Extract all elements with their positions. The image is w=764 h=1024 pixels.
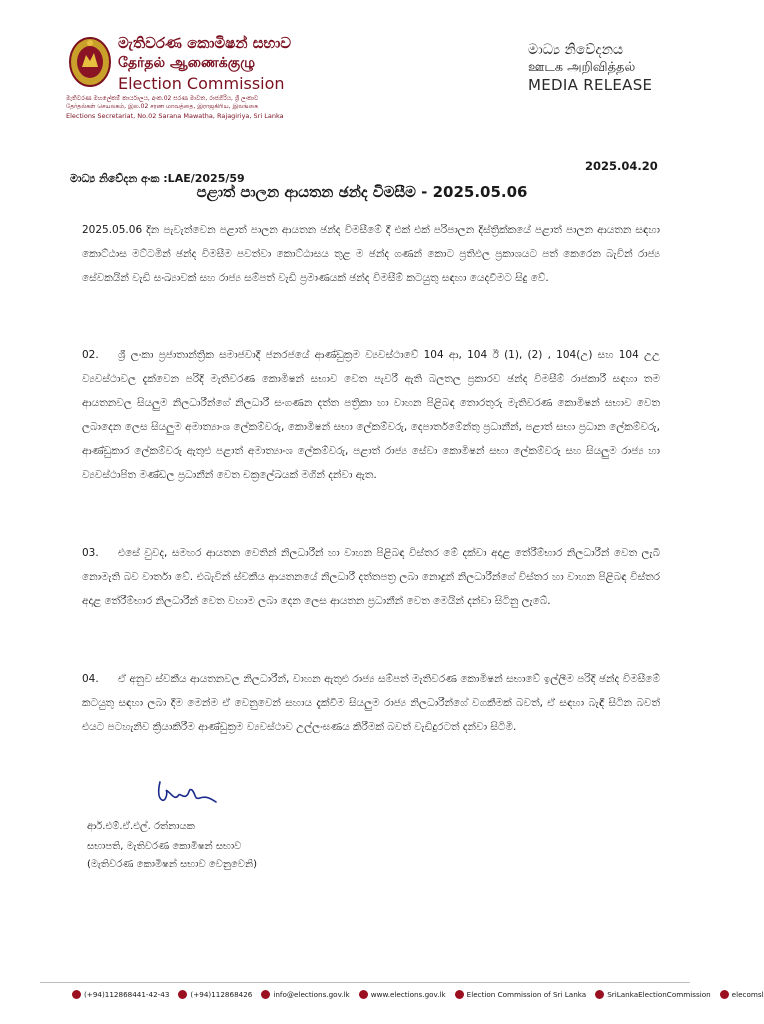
globe-icon [359,990,368,999]
paragraph-2-number: 02. [82,349,99,361]
org-name-english: Election Commission [118,74,285,93]
org-name-sinhala: මැතිවරණ කොමිෂන් සභාව [118,34,292,52]
paragraph-4-text: ඒ අනුව ස්වකීය ආයතනවල නිලධාරීන්, වාහන ඇතුළු රාජ්‍ය සම්පත් මැතිවරණ කොමිෂන් සභාවේ ඉල්ලීම පරිදි ඡන්ද විමසීමේ කටයුතු සඳහා ලබා දීම මෙන්ම ඒ වෙනුවෙන් සහාය දැක්වීම සියලුම රාජ්‍ය නිලධාරීන්ගේ වගකීමක් බවත්, ඒ සඳහා බැඳී සිටින බවත් එයට පටහැනිව ක්‍රියාකිරීම ආණ්ඩුක්‍රම ව්‍යවස්ථාව උල්ලංඝණය කිරීමක් බවත් වැඩිදුරටත් දන්වා සිටිමි. [82,673,660,733]
footer-twitter[interactable] [720,990,764,999]
release-number: මාධ්‍ය නිවේදන අංක :LAE/2025/59 [70,172,245,185]
website-url[interactable]: www.elections.gov.lk [370,990,446,999]
address-english: Elections Secretariat, No.02 Sarana Mawatha, Rajagiriya, Sri Lanka [66,112,284,120]
page-title: පළාත් පාලන ආයතන ඡන්ද විමසීම - 2025.05.06 [196,183,528,201]
media-release-sinhala: මාධ්‍ය නිවේදනය [528,42,624,58]
paragraph-1-text: 2025.05.06 දින පැවැත්වෙන පළාත් පාලන ආයතන ඡන්ද විමසීමේ දී එක් එක් පරිපාලන දිස්ත්‍රික්කයේ පළාත් පාලන ආයතන සඳහා කොට්ඨාස මට්ටමින් ඡන්ද විමසීම පවත්වා කොට්ඨාසය තුළ ම ඡන්ද ගණන් කොට ප්‍රතිඵල ප්‍රකාශයට පත් කෙරෙන බැවින් රාජ්‍ය සේවකයින් වැඩි සංඛ්‍යාවක් සහ රාජ්‍ය සම්පත් වැඩි ප්‍රමාණයක් ඡන්ද විමසීම් කටයුතු සඳහා යෙදවීමට සිදු වේ. [82,224,660,284]
signatory-title: සභාපති, මැතිවරණ කොමිෂන් සභාව [87,841,242,852]
address-tamil: தேர்தல்கள் செயலகம், இல.02 சரண மாவத்தை, இராஜகிரிய, இலங்கை [66,103,259,110]
signature-scribble [152,776,222,806]
paragraph-2 [82,343,660,487]
paragraph-1 [82,218,660,290]
footer-contacts [72,990,764,999]
email-address[interactable]: info@elections.gov.lk [273,990,350,999]
paragraph-2-text: ශ්‍රී ලංකා ප්‍රජාතාන්ත්‍රික සමාජවාදී ජනරජයේ ආණ්ඩුක්‍රම ව්‍යවස්ථාවේ 104 ආ, 104 ඊ (1), (2) , 104(උ) සහ 104 උඋ ව්‍යවස්ථාවල දැක්වෙන පරිදි මැතිවරණ කොමිෂන් සභාව වෙත පැවරී ඇති බලතල ප්‍රකාරව ඡන්ද විමසීම් රාජකාරී සඳහා තම ආයතනවල සියලුම නිලධාරීන්ගේ නිලධාරී සංගණන දත්ත පත්‍රිකා හා වාහන පිළිබඳ තොරතුරු මැතිවරණ කොමිෂන් සභාව වෙත ලබාදෙන ලෙස සියලුම අමාත්‍යාංශ ලේකම්වරු, කොමිෂන් සභා ලේකම්වරු, දෙපාර්තමේන්තු ප්‍රධානීන්, පළාත් සභා ප්‍රධාන ලේකම්වරු, ආණ්ඩුකාර ලේකම්වරු ඇතුළු පළාත් අමාත්‍යාංශ ලේකම්වරු, පළාත් රාජ්‍ය සේවා කොමිෂන් සභා ලේකම්වරු සහ සියලුම රාජ්‍ය හා ව්‍යවස්ථාපිත මණ්ඩල ප්‍රධානීන් වෙත චක්‍රලේඛයක් මගින් දන්වා ඇත. [82,349,660,481]
phone-icon [72,990,81,999]
paragraph-3-number: 03. [82,547,99,559]
sri-lanka-emblem-icon [68,35,112,87]
paragraph-4 [82,667,660,739]
facebook-icon [455,990,464,999]
org-name-tamil: தேர்தல் ஆணைக்குழு [118,55,256,71]
media-release-english: MEDIA RELEASE [528,76,653,94]
footer-facebook[interactable] [455,990,587,999]
instagram-handle[interactable]: SriLankaElectionCommission [607,990,711,999]
footer-website[interactable] [359,990,446,999]
paragraph-3 [82,541,660,613]
fax-number: (+94)112868426 [190,990,253,999]
phone-number: (+94)112868441-42-43 [84,990,170,999]
paragraph-3-text: එසේ වුවද, සමහර ආයතන වෙතින් නිලධාරීන් හා වාහන පිළිබඳ විස්තර මේ දක්වා අදාළ තේරීම්භාර නිලධාරීන් වෙත ලැබී නොමැති බව වාර්තා වේ. එබැවින් ස්වකීය ආයතනයේ නිලධාරී දත්තපත්‍ර ලබා නොදුන් නිලධාරීන්ගේ විස්තර හා වාහන පිළිබඳ විස්තර අදාළ තේරීම්භාර නිලධාරීන් වෙත වහාම ලබා දෙන ලෙස ආයතන ප්‍රධානීන් වෙත මෙයින් දන්වා සිටිනු ලැබේ. [82,547,660,607]
paragraph-4-number: 04. [82,673,99,685]
twitter-icon [720,990,729,999]
email-icon [261,990,270,999]
footer-divider [40,982,690,983]
signatory-on-behalf: (මැතිවරණ කොමිෂන් සභාව වෙනුවෙනි) [87,859,257,870]
address-sinhala: මැතිවරණ මහලේකම් කාර්යාලය, අංක.02 සරණ මාවත, රාජගිරිය, ශ්‍රී ලංකාව [66,95,259,102]
fax-icon [178,990,187,999]
footer-phone [72,990,169,999]
media-release-tamil: ஊடக அறிவித்தல் [528,60,636,75]
footer-fax [178,990,252,999]
facebook-handle[interactable]: Election Commission of Sri Lanka [466,990,587,999]
instagram-icon [595,990,604,999]
signatory-name: ආර්.එම්.ඒ.එල්. රත්නායක [87,821,195,832]
twitter-handle[interactable]: elecomsl [731,990,764,999]
footer-instagram[interactable] [595,990,710,999]
footer-email[interactable] [261,990,349,999]
release-date: 2025.04.20 [585,159,658,173]
